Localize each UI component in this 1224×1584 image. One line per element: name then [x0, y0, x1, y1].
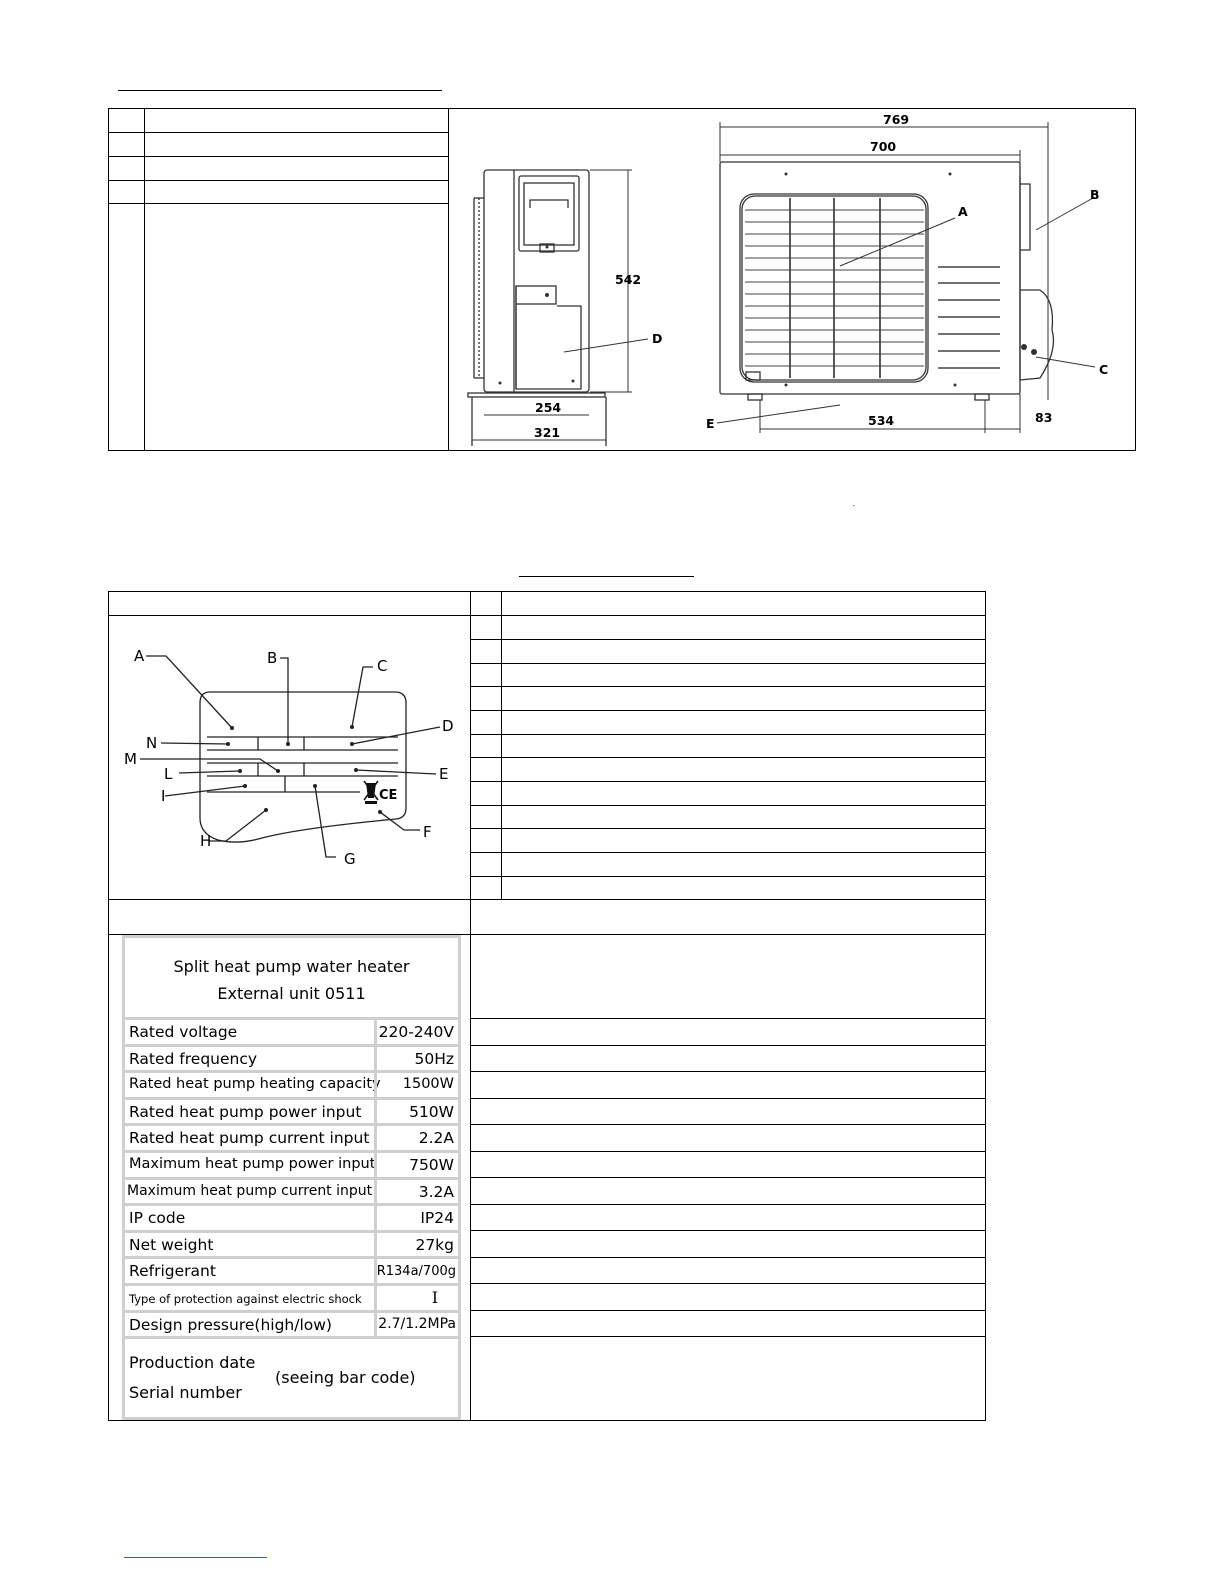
outdoor-unit-dimension-drawing	[449, 109, 1135, 450]
legend-row-line	[470, 828, 986, 829]
description-row-line	[470, 1151, 986, 1152]
plate-label-h: H	[200, 832, 212, 850]
description-row-line	[470, 1336, 986, 1337]
plate-label-d: D	[442, 717, 454, 735]
plate-row	[125, 1100, 458, 1127]
dimension-321: 321	[534, 425, 561, 440]
plate-row-key: Rated frequency	[129, 1049, 258, 1068]
serial-number-label: Serial number	[129, 1383, 242, 1402]
rating-plate-title: Split heat pump water heater	[173, 957, 410, 976]
plate-row-key: Rated voltage	[129, 1023, 238, 1041]
plate-row	[125, 1153, 458, 1180]
rating-plate	[122, 935, 461, 1420]
svg-text:CE: CE	[379, 788, 398, 803]
production-date-label: Production date	[129, 1353, 256, 1372]
legend-row-line	[470, 876, 986, 877]
description-row-line	[470, 1018, 986, 1019]
dimension-542: 542	[615, 272, 642, 287]
legend-row-line	[470, 805, 986, 806]
plate-row-value: 510W	[409, 1102, 454, 1121]
description-row-line	[470, 1257, 986, 1258]
section-1-heading-underline	[118, 90, 442, 91]
footer-link-underline[interactable]	[124, 1557, 267, 1558]
rating-plate-table-column-divider	[470, 591, 471, 1421]
plate-row-value: 2.7/1.2MPa	[378, 1315, 456, 1332]
label-b: B	[1090, 187, 1100, 202]
description-row-line	[470, 1204, 986, 1205]
weee-ce-mark-icon	[364, 781, 397, 804]
dimension-534: 534	[868, 413, 895, 428]
plate-label-b: B	[267, 649, 278, 667]
plate-row-key: Rated heat pump power input	[129, 1102, 362, 1121]
plate-row-value: 2.2A	[418, 1129, 454, 1148]
description-row-line	[470, 1124, 986, 1125]
plate-row-key: Design pressure(high/low)	[129, 1315, 332, 1334]
plate-label-l: L	[164, 765, 173, 783]
label-d: D	[652, 331, 663, 346]
bar-code-note: (seeing bar code)	[275, 1368, 416, 1387]
dimensions-table-row-line	[108, 156, 449, 157]
dimension-83: 83	[1035, 410, 1053, 425]
section-2-heading-underline	[519, 576, 694, 577]
legend-row-line	[470, 757, 986, 758]
plate-row-value: 3.2A	[418, 1182, 454, 1201]
label-e: E	[706, 416, 715, 431]
legend-row-line	[470, 781, 986, 782]
plate-row-key: Type of protection against electric shock	[129, 1292, 362, 1306]
plate-row	[125, 1233, 458, 1260]
rating-plate-subtitle: External unit 0511	[217, 984, 366, 1003]
rating-plate-table-row-line	[108, 899, 986, 900]
description-row-line	[470, 1230, 986, 1231]
plate-row	[125, 1206, 458, 1233]
plate-label-e: E	[439, 765, 449, 783]
plate-row-key: Maximum heat pump power input	[129, 1156, 376, 1172]
plate-row-key: Maximum heat pump current input	[127, 1182, 373, 1199]
plate-row-key: Net weight	[129, 1235, 214, 1254]
plate-row-value: 27kg	[415, 1235, 454, 1254]
plate-label-m: M	[124, 750, 137, 768]
plate-row	[125, 1180, 458, 1207]
plate-row	[125, 1073, 458, 1100]
plate-row	[125, 1020, 458, 1047]
rating-plate-header	[125, 938, 458, 1020]
description-row-line	[470, 1071, 986, 1072]
legend-row-line	[470, 686, 986, 687]
legend-row-line	[470, 710, 986, 711]
plate-label-a: A	[134, 647, 145, 665]
description-row-line	[470, 1098, 986, 1099]
legend-row-line	[470, 639, 986, 640]
dimensions-table-row-line	[108, 203, 449, 204]
label-a: A	[958, 204, 968, 219]
plate-row	[125, 1126, 458, 1153]
label-c: C	[1099, 362, 1109, 377]
plate-label-f: F	[423, 823, 432, 841]
plate-row-value: 50Hz	[414, 1049, 454, 1068]
dimensions-table-row-line	[108, 132, 449, 133]
stray-mark	[853, 505, 855, 506]
plate-label-g: G	[344, 850, 356, 868]
plate-row-value: 750W	[409, 1156, 454, 1174]
legend-row-line	[470, 663, 986, 664]
dimensions-table-row-line	[108, 180, 449, 181]
plate-label-n: N	[146, 734, 158, 752]
rating-plate-diagram	[109, 616, 469, 898]
dimension-769: 769	[883, 112, 910, 127]
plate-row-value: 220-240V	[378, 1023, 454, 1041]
dimension-700: 700	[870, 139, 897, 154]
dimension-254: 254	[535, 400, 562, 415]
plate-row	[125, 1286, 458, 1313]
plate-label-c: C	[377, 657, 388, 675]
plate-row	[125, 1313, 458, 1340]
description-row-line	[470, 1283, 986, 1284]
description-row-line	[470, 1310, 986, 1311]
dimensions-table-index-divider	[144, 108, 145, 451]
description-row-line	[470, 1177, 986, 1178]
plate-row-key: Rated heat pump heating capacity	[129, 1076, 381, 1093]
plate-row-value: IP24	[420, 1209, 454, 1228]
plate-row-key: Refrigerant	[129, 1262, 216, 1281]
plate-row-value: I	[431, 1289, 438, 1307]
plate-row-value: 1500W	[402, 1076, 454, 1093]
plate-row-key: IP code	[129, 1209, 186, 1228]
plate-label-i: I	[161, 787, 166, 805]
legend-row-line	[470, 852, 986, 853]
plate-row	[125, 1047, 458, 1074]
plate-row	[125, 1259, 458, 1286]
plate-row-value: R134a/700g	[376, 1264, 456, 1280]
rating-plate-footer	[125, 1341, 458, 1417]
plate-row-key: Rated heat pump current input	[129, 1129, 370, 1148]
description-row-line	[470, 1045, 986, 1046]
legend-row-line	[470, 734, 986, 735]
